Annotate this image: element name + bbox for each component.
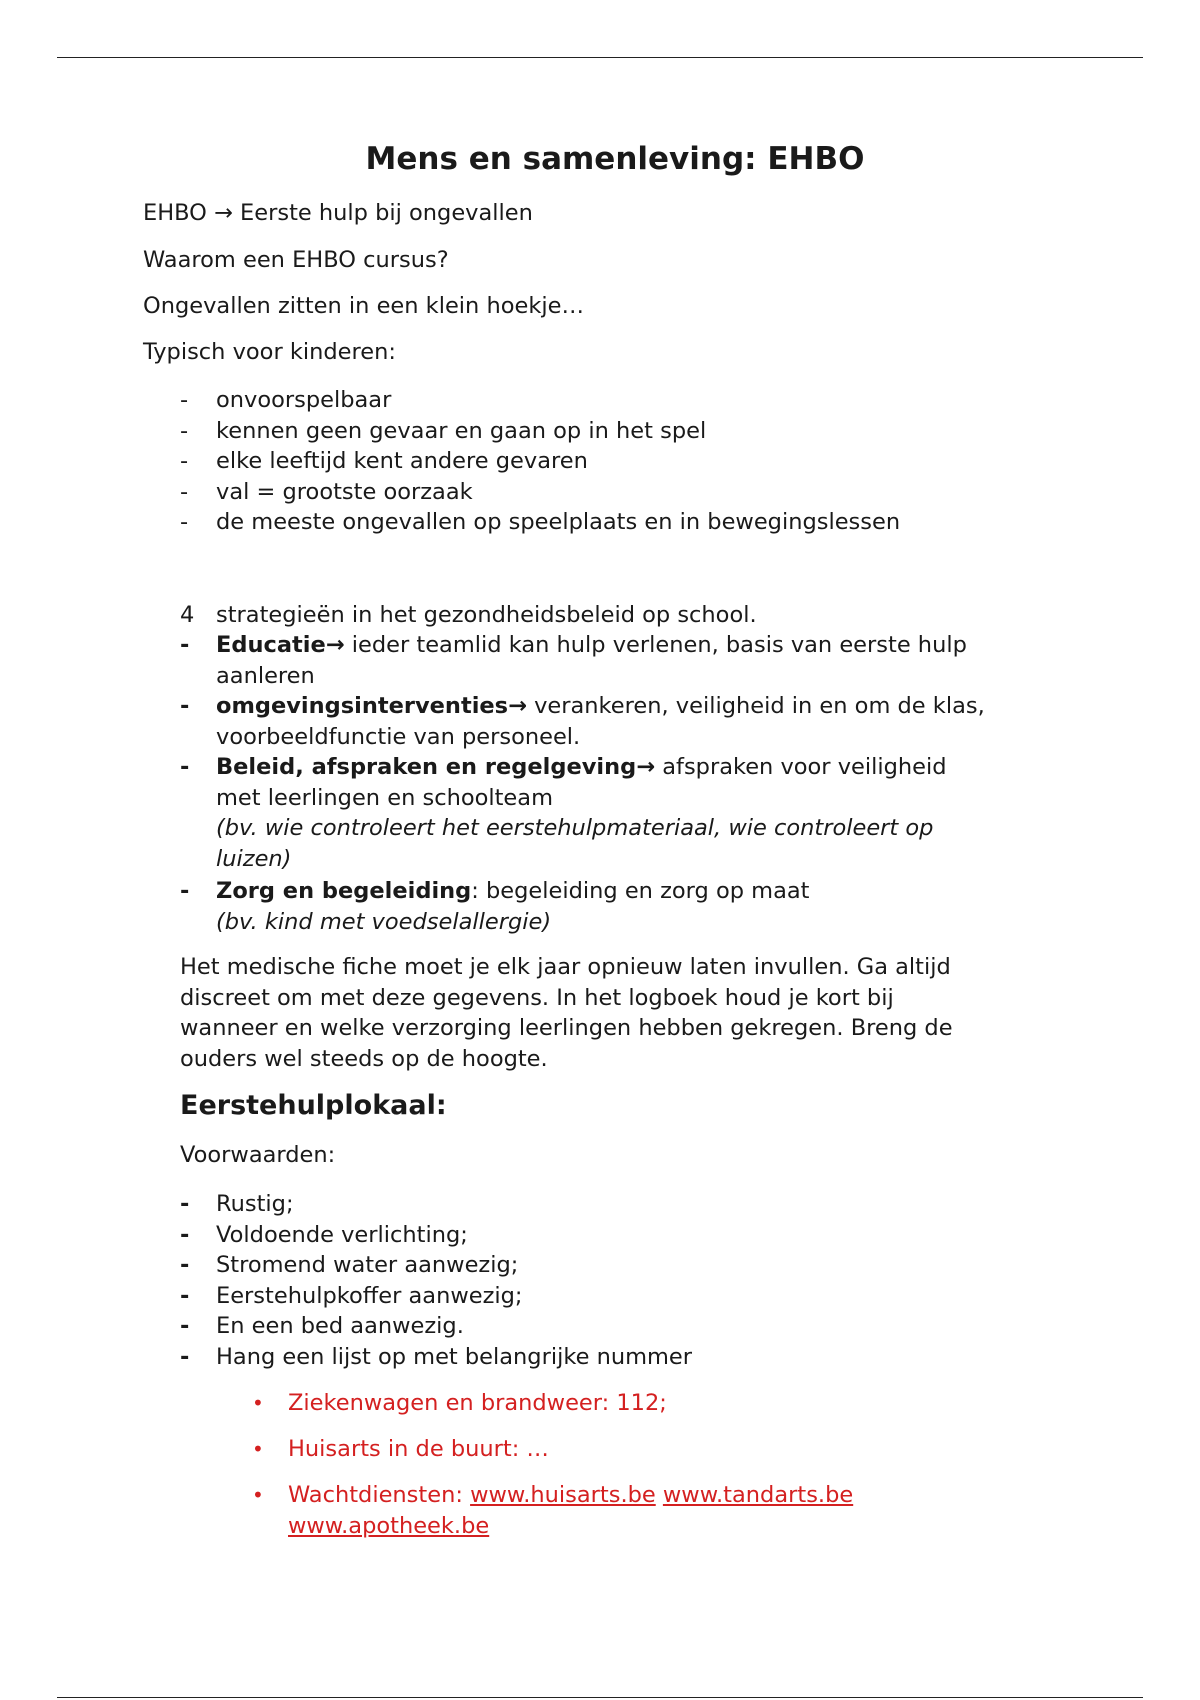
link-apotheek[interactable]: www.apotheek.be [288,1513,490,1539]
list-item: - kennen geen gevaar en gaan op in het spel [180,416,900,447]
list-item: - Stromend water aanwezig; [180,1252,519,1278]
strategy-item-care: - Zorg en begeleiding: begeleiding en zorg op maat (bv. kind met voedselallergie) [180,878,810,935]
conditions-label: Voorwaarden: [180,1142,336,1168]
medical-sheet-paragraph: Het medische fiche moet je elk jaar opnieuw laten invullen. Ga altijd discreet om met deze gegevens. In het logboek houd je kort bij wanneer en welke verzorging leerlingen hebben gekregen. Breng de ouders wel steeds op de hoogte. [180,954,953,1072]
intro-line-3: Ongevallen zitten in een klein hoekje… [143,293,584,319]
bullet-icon: • [252,1483,264,1507]
list-item: - elke leeftijd kent andere gevaren [180,446,900,477]
intro-line-1: EHBO → Eerste hulp bij ongevallen [143,200,533,226]
section-heading-first-aid-room: Eerstehulplokaal: [180,1090,447,1121]
bullet-icon: • [252,1437,264,1461]
number-item-ambulance: • Ziekenwagen en brandweer: 112; [252,1388,853,1419]
list-item: - Voldoende verlichting; [180,1221,468,1248]
dash-marker: - [180,448,189,474]
bullet-icon: • [252,1391,264,1415]
page-title: Mens en samenleving: EHBO [365,141,865,177]
list-item: - Hang een lijst op met belangrijke nummer [180,1343,693,1370]
strategies-list [180,630,985,937]
list-item: - onvoorspelbaar [180,385,900,416]
link-tandarts[interactable]: www.tandarts.be [662,1482,854,1508]
strategy-item-education: - Educatie→ ieder teamlid kan hulp verlenen, basis van eerste hulp aanleren [180,632,967,689]
dash-marker: - [180,478,189,505]
list-item: - Rustig; [180,1191,294,1217]
strategies-number: 4 [180,602,195,628]
dash-marker: - [180,387,189,413]
strategies-heading: 4 strategieën in het gezondheidsbeleid op school. [180,600,757,631]
strategy-item-policy: - Beleid, afspraken en regelgeving→ afspraken voor veiligheid met leerlingen en schoolteam (bv. wie controleert het eerstehulpmateriaal, wie controleert op luizen) [180,754,947,872]
dash-marker: - [180,509,189,535]
dash-marker: - [180,417,189,444]
number-item-duty-services: • Wachtdiensten: www.huisarts.be www.tandarts.be www.apotheek.be [252,1482,854,1539]
footer-rule [57,1697,1143,1698]
header-rule [57,57,1143,58]
conditions-list [180,1189,692,1372]
list-item: - de meeste ongevallen op speelplaats en in bewegingslessen [180,507,900,538]
number-item-doctor: • Huisarts in de buurt: … [252,1434,853,1465]
list-item: - Eerstehulpkoffer aanwezig; [180,1282,523,1309]
list-item: - val = grootste oorzaak [180,477,900,508]
children-traits-list [180,385,900,538]
important-numbers-list [252,1388,853,1542]
list-item: - En een bed aanwezig. [180,1313,464,1339]
strategy-item-environment: - omgevingsinterventies→ verankeren, veiligheid in en om de klas, voorbeeldfunctie van personeel. [180,693,985,750]
intro-line-2: Waarom een EHBO cursus? [143,247,449,273]
link-huisarts[interactable]: www.huisarts.be [470,1482,656,1508]
intro-line-4: Typisch voor kinderen: [143,339,396,365]
